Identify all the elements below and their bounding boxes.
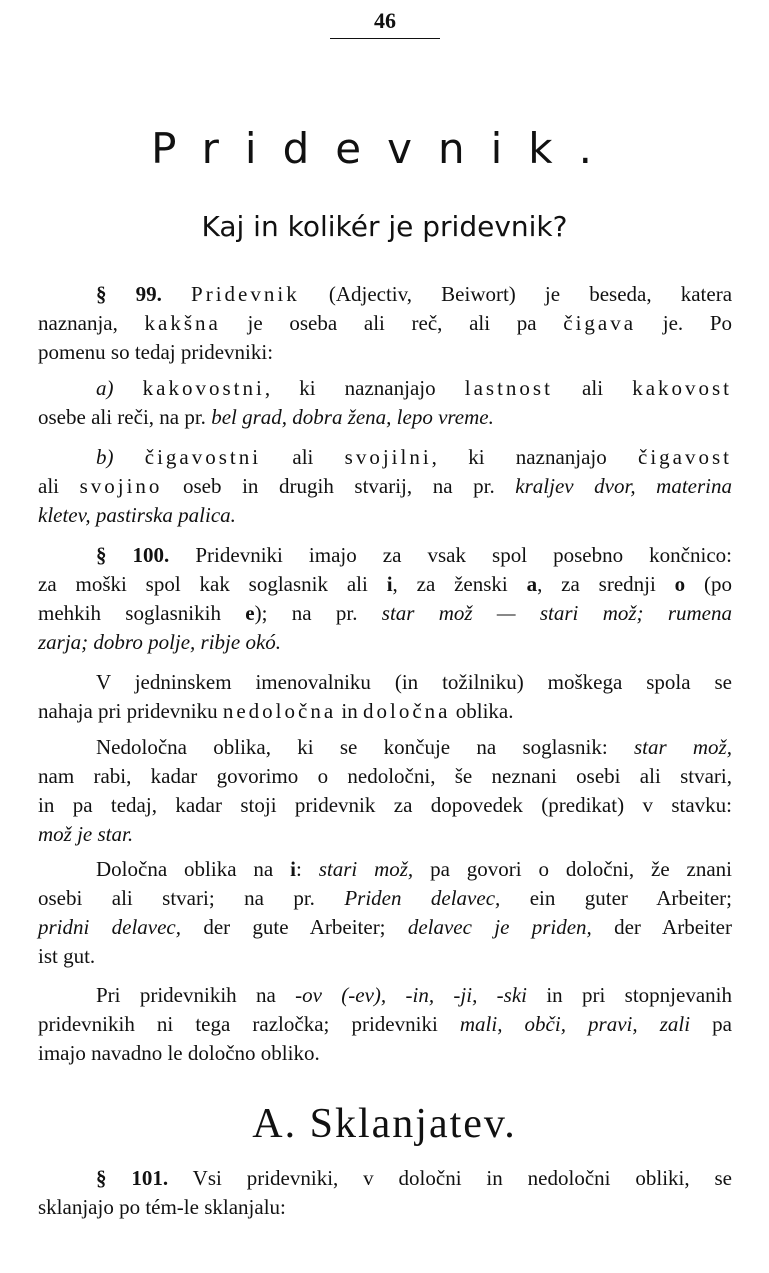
example-text: delavec je priden, (407, 915, 592, 939)
text-run: der gute Arbeiter; (181, 915, 408, 939)
page-number: 46 (374, 8, 396, 33)
example-text: a) (96, 376, 114, 400)
text-run: V jedninskem imenovalniku (in tožilniku) moškega spola se (96, 670, 732, 694)
text-line (38, 884, 732, 913)
text-line (38, 855, 732, 884)
text-run: , za ženski (392, 572, 527, 596)
bold-text: a (526, 572, 538, 596)
spaced-term: čigava (563, 311, 637, 335)
text-line (38, 981, 732, 1010)
text-run: osebe ali reči, na pr. (38, 405, 212, 429)
text-run: je. Po (636, 311, 732, 335)
text-line (38, 942, 732, 971)
text-line (38, 733, 732, 762)
example-text: stari mož, (318, 857, 414, 881)
text-run: nahaja pri pridevniku (38, 699, 223, 723)
example-text: pridni delavec, (38, 915, 182, 939)
paragraph-100 (38, 541, 732, 657)
text-line (38, 280, 732, 309)
bold-text: e (245, 601, 255, 625)
text-line (38, 338, 732, 367)
spaced-term: kakovost (632, 376, 733, 400)
paragraph-exceptions (38, 981, 732, 1068)
chapter-subtitle: Kaj in kolikér je pridevnik? (201, 210, 568, 243)
spaced-term: svojino (79, 474, 163, 498)
paragraph-99 (38, 280, 732, 367)
text-line (38, 443, 732, 472)
text-line (38, 599, 732, 628)
text-run: in pri stopnjevanih (527, 983, 732, 1007)
text-line (38, 1164, 732, 1193)
bold-text: o (674, 572, 686, 596)
example-text: zarja; dobro polje, ribje okó. (38, 630, 282, 654)
text-line (38, 628, 732, 657)
text-run: ali (552, 376, 633, 400)
example-text: -ov (-ev), -in, -ji, -ski (295, 983, 527, 1007)
text-run: Pridevniki imajo za vsak spol posebno končnico: (169, 543, 732, 567)
paragraph-a-qualitative (38, 374, 732, 432)
bold-text: i (290, 857, 296, 881)
spaced-term: določna (363, 699, 451, 723)
example-text: kraljev dvor, materina (515, 474, 732, 498)
text-line (38, 570, 732, 599)
text-line (38, 668, 732, 697)
text-run: ); na pr. (254, 601, 382, 625)
text-run (114, 376, 143, 400)
example-text: b) (96, 445, 114, 469)
example-text: kletev, pastirska palica. (38, 503, 236, 527)
paragraph-b-possessive (38, 443, 732, 530)
text-run: oseb in drugih stvarij, na pr. (162, 474, 516, 498)
text-run: pa govori o določni, že znani (413, 857, 733, 881)
text-line (38, 501, 732, 530)
text-line (38, 472, 732, 501)
text-line (38, 541, 732, 570)
spaced-term: kakšna (144, 311, 221, 335)
example-text: mali, obči, pravi, zali (459, 1012, 691, 1036)
example-text: star mož — stari mož; rumena (381, 601, 732, 625)
text-run: nam rabi, kadar govorimo o nedoločni, še neznani osebi ali stvari, (38, 764, 732, 788)
text-run: , ki naznanjajo (431, 445, 639, 469)
text-run: ali (261, 445, 345, 469)
example-text: mož je star. (38, 822, 134, 846)
text-run: ist gut. (38, 944, 96, 968)
text-run: sklanjajo po tém-le sklanjalu: (38, 1195, 286, 1219)
text-line (38, 820, 732, 849)
text-run: , ki naznanjajo (264, 376, 465, 400)
paragraph-indefinite-form (38, 733, 732, 849)
text-run: (Adjectiv, Beiwort) je beseda, katera (299, 282, 733, 306)
spaced-term: svojilni (344, 445, 432, 469)
text-run: der Arbeiter (591, 915, 732, 939)
text-line (38, 1010, 732, 1039)
spaced-term: lastnost (464, 376, 553, 400)
text-run: oblika. (450, 699, 514, 723)
text-line (38, 403, 732, 432)
chapter-title: Pridevnik. (151, 124, 618, 173)
text-run: Vsi pridevniki, v določni in nedoločni obliki, se (168, 1166, 732, 1190)
page-number-rule (330, 38, 440, 39)
spaced-term: nedoločna (222, 699, 337, 723)
text-run: Nedoločna oblika, ki se končuje na soglasnik: (96, 735, 634, 759)
example-text: bel grad, dobra žena, lepo vreme. (211, 405, 494, 429)
text-run: naznanja, (38, 311, 145, 335)
text-line (38, 374, 732, 403)
text-run: za moški spol kak soglasnik ali (38, 572, 387, 596)
text-run: (po (685, 572, 733, 596)
text-line (38, 697, 732, 726)
example-text: Priden delavec, (344, 886, 501, 910)
text-run: in pa tedaj, kadar stoji pridevnik za dopovedek (predikat) v stavku: (38, 793, 732, 817)
text-run: pomenu so tedaj pridevniki: (38, 340, 274, 364)
text-line (38, 762, 732, 791)
text-run (114, 445, 145, 469)
text-run: in (336, 699, 363, 723)
bold-text: § 100. (96, 543, 170, 567)
text-line (38, 1039, 732, 1068)
text-run: pridevnikih ni tega razločka; pridevniki (38, 1012, 460, 1036)
text-line (38, 309, 732, 338)
bold-text: § 101. (96, 1166, 169, 1190)
text-run: pa (690, 1012, 732, 1036)
text-run: : (295, 857, 319, 881)
spaced-term: čigavostni (144, 445, 262, 469)
text-line (38, 791, 732, 820)
text-line (38, 913, 732, 942)
example-text: star mož, (633, 735, 732, 759)
text-run: osebi ali stvari; na pr. (38, 886, 345, 910)
paragraph-definite-form (38, 855, 732, 971)
text-run: mehkih soglasnikih (38, 601, 246, 625)
spaced-term: kakovostni (142, 376, 265, 400)
paragraph-definite-indefinite (38, 668, 732, 726)
bold-text: § 99. (96, 282, 162, 306)
text-run (162, 282, 191, 306)
spaced-term: Pridevnik (191, 282, 300, 306)
text-run: imajo navadno le določno obliko. (38, 1041, 320, 1065)
spaced-term: čigavost (638, 445, 733, 469)
bold-text: i (386, 572, 393, 596)
text-run: ali (38, 474, 80, 498)
paragraph-101 (38, 1164, 732, 1222)
text-run: ein guter Arbeiter; (500, 886, 732, 910)
text-line (38, 1193, 732, 1222)
text-run: , za srednji (537, 572, 675, 596)
text-run: Pri pridevnikih na (96, 983, 296, 1007)
section-heading: A. Sklanjatev. (252, 1101, 517, 1147)
text-run: Določna oblika na (96, 857, 291, 881)
text-run: je oseba ali reč, ali pa (220, 311, 564, 335)
